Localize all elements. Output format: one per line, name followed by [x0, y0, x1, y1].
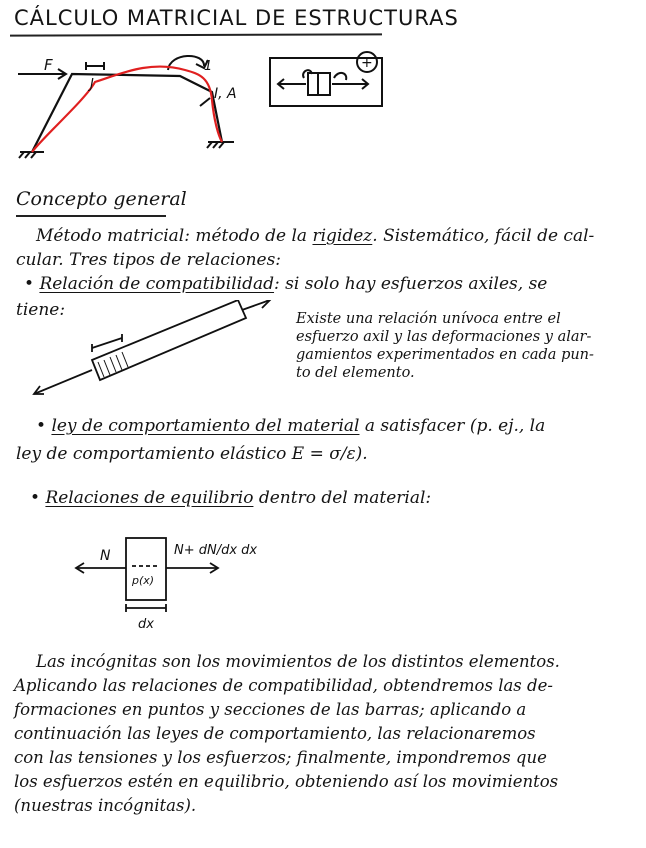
axial-bar-diagram — [30, 300, 290, 400]
title-underline — [10, 33, 382, 36]
compatibility-note: Existe una relación unívoca entre el esfuerzo axil y las deformaciones y alar- gamientos experimentados en cada pun- to del elemento. — [296, 311, 594, 381]
bullet-material-law-cont: ley de comportamiento elástico E = σ/ε). — [16, 444, 368, 464]
frame-members — [32, 74, 222, 152]
bullet-material-law: • ley de comportamiento del material a satisfacer (p. ej., la — [36, 416, 546, 436]
closing-paragraph: Las incógnitas son los movimientos de los distintos elementos. Aplicando las relaciones de compatibilidad, obtendremos las de- formaciones en puntos y secciones de las barras; aplicando a continuación las leyes de comportamiento, las relacionaremos con las tensiones y los esfuerzos; finalmente, impondremos que los esfuerzos estén en equilibrio, obteniendo así los movimientos (nuestras incógnitas). — [14, 652, 560, 815]
equilibrium-diagram — [70, 528, 280, 638]
width-label: dx — [138, 617, 154, 632]
left-force-label: N — [100, 548, 111, 564]
deformed-shape — [32, 67, 222, 152]
bullet-equilibrium: • Relaciones de equilibrio dentro del material: — [30, 488, 432, 508]
bullet-compatibility-cont: tiene: — [16, 300, 66, 320]
load-label: p(x) — [132, 574, 155, 587]
section-heading: Concepto general — [16, 188, 187, 210]
intro-paragraph: Método matricial: método de la rigidez. Sistemático, fácil de cal- — [36, 226, 595, 246]
sign-label: + — [361, 55, 373, 71]
right-force-label: N+ dN/dx dx — [174, 543, 258, 558]
page-title: CÁLCULO MATRICIAL DE ESTRUCTURAS — [14, 6, 459, 30]
svg-text:1: 1 — [204, 59, 213, 74]
section-underline — [16, 215, 166, 217]
svg-text:J: J — [90, 77, 94, 92]
bullet-compatibility: • Relación de compatibilidad: si solo hay esfuerzos axiles, se — [24, 274, 548, 294]
sign-convention-box — [268, 48, 388, 110]
force-label: F — [44, 56, 53, 74]
intro-line-2: cular. Tres tipos de relaciones: — [16, 250, 282, 270]
section-label: I, A — [214, 86, 237, 102]
